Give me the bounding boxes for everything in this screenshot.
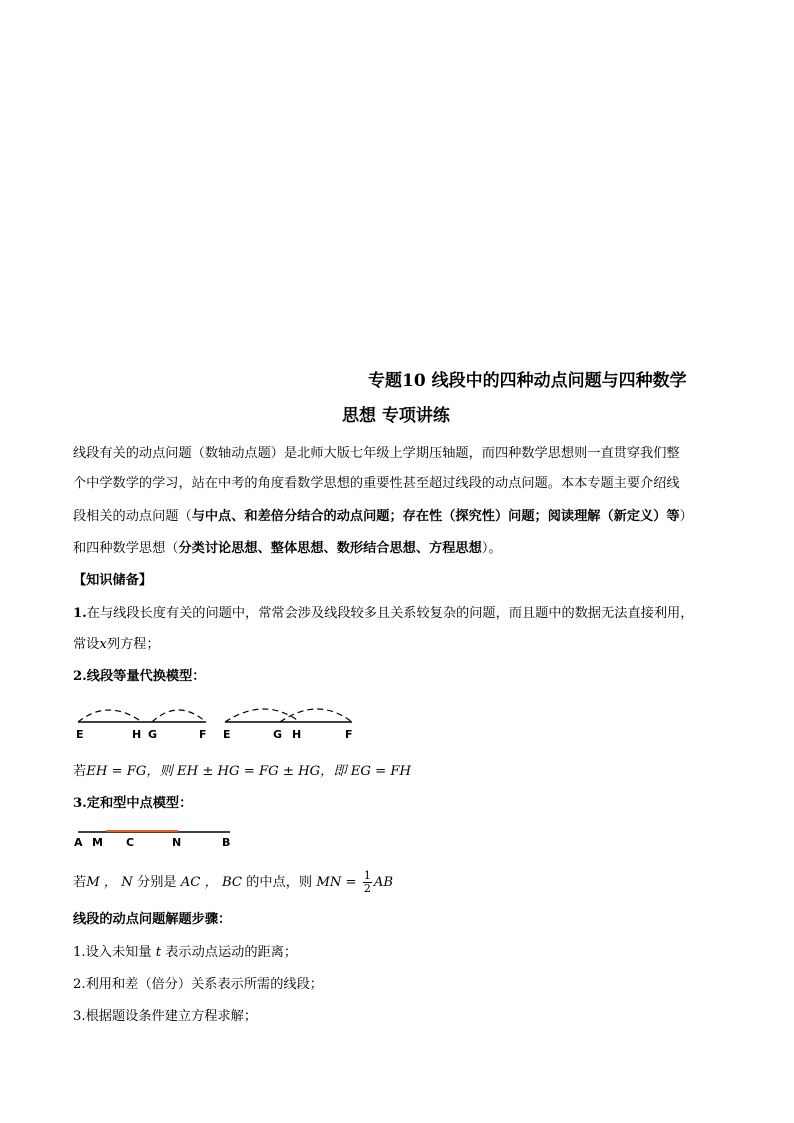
- fraction-one-half: $\frac{1}{2}$: [363, 869, 371, 895]
- label-E-right: E: [223, 728, 231, 741]
- knowledge-heading: 【知识储备】: [73, 573, 153, 588]
- title-line-2: 思想 专项讲练: [342, 406, 450, 426]
- intro-line-1: 线段有关的动点问题（数轴动点题）是北师大版七年级上学期压轴题，而四种数学思想则一直贯穿我们整: [73, 446, 680, 461]
- knowledge-item-1-cont: 常设x列方程；: [73, 637, 160, 652]
- step-2: 2.利用和差（倍分）关系表示所需的线段；: [73, 977, 323, 992]
- knowledge-item-2: 2.线段等量代换模型：: [73, 669, 206, 684]
- label-H-left: H: [132, 728, 142, 741]
- step-1: 1.设入未知量 t 表示动点运动的距离；: [73, 945, 298, 960]
- label-G-left: G: [148, 728, 158, 741]
- label-E-left: E: [76, 728, 84, 741]
- label-F-left: F: [199, 728, 207, 741]
- midpoint-model-diagram: [70, 824, 240, 850]
- intro-line-4: 和四种数学思想（分类讨论思想、整体思想、数形结合思想、方程思想）。: [73, 541, 502, 556]
- midpoint-formula: 若M ， N 分别是 AC ， BC 的中点，则 MN = $\frac{1}{2}$ AB: [73, 869, 394, 895]
- label-A: A: [74, 836, 83, 849]
- label-G-right: G: [273, 728, 283, 741]
- intro-line-2: 个中学数学的学习，站在中考的角度看数学思想的重要性甚至超过线段的动点问题。本本专题主要介绍线: [73, 476, 680, 491]
- step-3: 3.根据题设条件建立方程求解；: [73, 1009, 258, 1024]
- label-B: B: [222, 836, 231, 849]
- label-H-right: H: [292, 728, 302, 741]
- knowledge-item-1: 1.在与线段长度有关的问题中，常常会涉及线段较多且关系较复杂的问题，而且题中的数据无法直接利用，: [73, 606, 694, 621]
- substitution-formula: 若EH = FG，则 EH ± HG = FG ± HG，即 EG = FH: [73, 764, 411, 779]
- label-N: N: [172, 836, 182, 849]
- intro-line-3: 段相关的动点问题（与中点、和差倍分结合的动点问题；存在性（探究性）问题；阅读理解（新定义）等）: [73, 509, 693, 524]
- knowledge-item-3: 3.定和型中点模型：: [73, 796, 193, 811]
- steps-heading: 线段的动点问题解题步骤：: [73, 912, 232, 927]
- label-M: M: [92, 836, 103, 849]
- label-C: C: [126, 836, 135, 849]
- segment-substitution-diagram: [70, 700, 370, 742]
- title-line-1: 专题10 线段中的四种动点问题与四种数学: [368, 371, 687, 391]
- label-F-right: F: [345, 728, 353, 741]
